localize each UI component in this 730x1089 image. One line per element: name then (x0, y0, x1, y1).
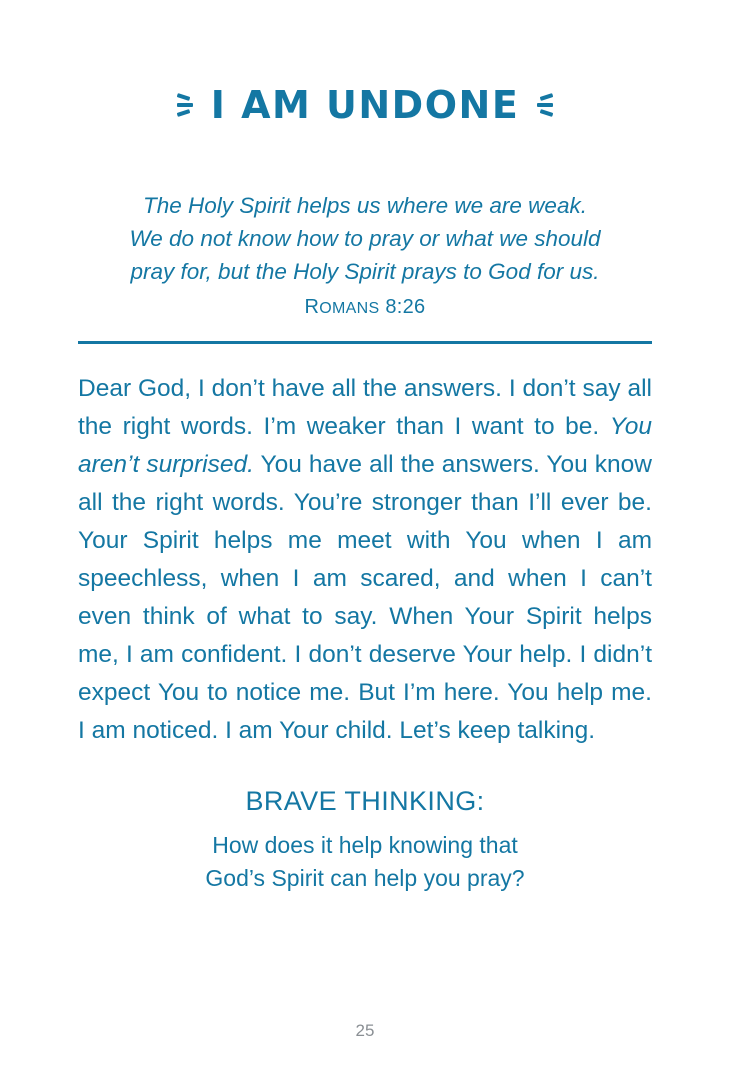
prayer-body (78, 370, 652, 750)
prayer-part-1: Dear God, I don’t have all the answers. I don’t say all the right words. I’m weaker than I want to be. (78, 374, 652, 440)
page-number: 25 (355, 1021, 375, 1040)
page-title-row (78, 58, 652, 153)
brave-thinking-heading: BRAVE THINKING: (245, 785, 485, 816)
flourish-left-icon (175, 90, 197, 120)
reference-book-rest: OMANS (319, 299, 380, 317)
reference-book-initial: R (304, 295, 320, 318)
brave-thinking-question (78, 829, 652, 895)
verse-line-2: We do not know how to pray or what we should (129, 225, 601, 251)
scripture-verse (78, 189, 652, 288)
divider (78, 341, 652, 344)
prayer-part-2: You have all the answers. You know all the right words. You’re stronger than I’ll ever be. Your Spirit helps me meet with You when I am speechless, when I am scared, and when I can’t even think of what to say. When Your Spirit helps me, I am confident. I don’t deserve Your help. I didn’t expect You to notice me. But I’m here. You help me. I am noticed. I am Your child. Let’s keep talking. (78, 450, 652, 744)
prayer-emphasis: You aren’t surprised. (78, 412, 652, 478)
devotional-page (0, 58, 730, 1089)
page-title: I AM UNDONE (210, 83, 520, 128)
flourish-right-icon (533, 90, 555, 120)
verse-line-3: pray for, but the Holy Spirit prays to God for us. (130, 258, 600, 284)
reference-numbers: 8:26 (379, 295, 426, 318)
verse-line-1: The Holy Spirit helps us where we are weak. (143, 192, 587, 218)
question-line-1: How does it help knowing that (212, 831, 518, 858)
scripture-reference (78, 296, 652, 319)
question-line-2: God’s Spirit can help you pray? (205, 864, 525, 891)
